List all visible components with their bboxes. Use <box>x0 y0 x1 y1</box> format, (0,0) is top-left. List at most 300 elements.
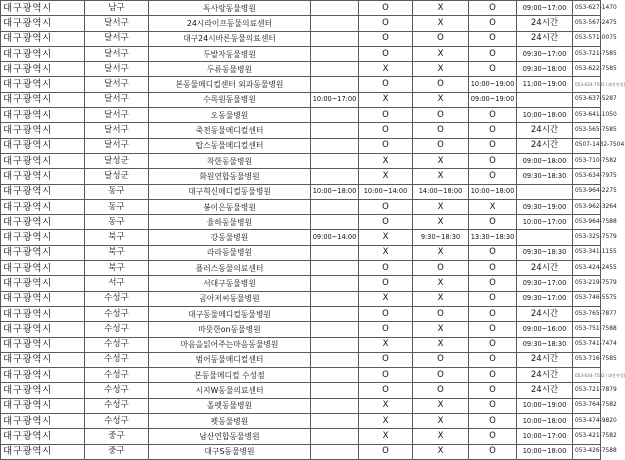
status-cell-3: X <box>413 1 469 16</box>
table-row <box>1 16 601 31</box>
status-cell-2: X <box>359 153 413 168</box>
status-cell-4: O <box>469 62 517 77</box>
status-cell-3: X <box>413 276 469 291</box>
status-cell-2: O <box>359 383 413 398</box>
phone-cell: 053-571-0075 <box>573 31 601 46</box>
hours-cell: 24시간 <box>517 138 573 153</box>
phone-cell: 053-421-7582 <box>573 429 601 444</box>
district-cell: 중구 <box>85 429 149 444</box>
district-cell: 남구 <box>85 1 149 16</box>
status-cell-1: 10:00~18:00 <box>311 184 359 199</box>
city-cell: 대구광역시 <box>1 368 85 383</box>
status-cell-4: O <box>469 108 517 123</box>
status-cell-3: O <box>413 306 469 321</box>
hospital-name-cell: 대구24시바른동물의료센터 <box>149 31 311 46</box>
status-cell-3: X <box>413 414 469 429</box>
hospital-name-cell: 착한동물병원 <box>149 153 311 168</box>
phone-cell: 053-567-2475 <box>573 16 601 31</box>
status-cell-3: O <box>413 108 469 123</box>
district-cell: 달서구 <box>85 108 149 123</box>
district-cell: 북구 <box>85 261 149 276</box>
table-row <box>1 276 601 291</box>
status-cell-2: O <box>359 444 413 459</box>
hours-cell: 09:00~18:00 <box>517 153 573 168</box>
hours-cell: 09:30~18:00 <box>517 62 573 77</box>
hospital-name-cell: 두류동물병원 <box>149 62 311 77</box>
hospital-name-cell: 독사랑동물병원 <box>149 1 311 16</box>
hospital-name-cell: 마음을읽어주는마음동물병원 <box>149 337 311 352</box>
phone-cell: 053-964-2275 <box>573 184 601 199</box>
status-cell-3: X <box>413 322 469 337</box>
district-cell: 북구 <box>85 245 149 260</box>
phone-cell: 053-964-7588 <box>573 215 601 230</box>
hospital-name-cell: 서대구동물병원 <box>149 276 311 291</box>
status-cell-1 <box>311 77 359 92</box>
status-cell-2: O <box>359 352 413 367</box>
phone-cell: 053-627-1470 <box>573 1 601 16</box>
city-cell: 대구광역시 <box>1 16 85 31</box>
phone-cell: 053-751-7588 <box>573 322 601 337</box>
status-cell-4: O <box>469 46 517 61</box>
phone-cell: 053-962-3264 <box>573 199 601 214</box>
hours-cell: 09:30~18:30 <box>517 169 573 184</box>
hours-cell: 10:00~18:00 <box>517 444 573 459</box>
status-cell-1 <box>311 429 359 444</box>
status-cell-2: X <box>359 337 413 352</box>
hours-cell: 09:30~18:30 <box>517 245 573 260</box>
status-cell-1 <box>311 306 359 321</box>
status-cell-3: O <box>413 123 469 138</box>
status-cell-2: X <box>359 398 413 413</box>
hours-cell: 09:30~17:00 <box>517 276 573 291</box>
hours-cell: 10:00~17:00 <box>517 215 573 230</box>
hospital-name-cell: 탑스동물메디컬센터 <box>149 138 311 153</box>
table-row <box>1 108 601 123</box>
table-row <box>1 368 601 383</box>
district-cell: 달서구 <box>85 31 149 46</box>
hospital-name-cell: 범어동물메디컬센터 <box>149 352 311 367</box>
status-cell-2: O <box>359 1 413 16</box>
phone-cell: 053-710-7582 <box>573 153 601 168</box>
status-cell-3: X <box>413 337 469 352</box>
district-cell: 수성구 <box>85 352 149 367</box>
status-cell-4: O <box>469 276 517 291</box>
status-cell-3: X <box>413 92 469 107</box>
table-row <box>1 1 601 16</box>
status-cell-4: 09:00~19:00 <box>469 92 517 107</box>
phone-cell: 053-641-1050 <box>573 108 601 123</box>
hospital-name-cell: 대구혁신메디컬동물병원 <box>149 184 311 199</box>
city-cell: 대구광역시 <box>1 77 85 92</box>
district-cell: 동구 <box>85 215 149 230</box>
status-cell-4: O <box>469 215 517 230</box>
hospital-name-cell: 따뜻한on동물병원 <box>149 322 311 337</box>
status-cell-3: X <box>413 46 469 61</box>
status-cell-1: 10:00~17:00 <box>311 92 359 107</box>
status-cell-2: O <box>359 261 413 276</box>
city-cell: 대구광역시 <box>1 444 85 459</box>
hospital-name-cell: 본동물메디컬 수성점 <box>149 368 311 383</box>
city-cell: 대구광역시 <box>1 184 85 199</box>
phone-cell: 0507-1432-7504 <box>573 138 601 153</box>
status-cell-4: O <box>469 352 517 367</box>
city-cell: 대구광역시 <box>1 230 85 245</box>
hours-cell: 09:30~18:30 <box>517 337 573 352</box>
table-row <box>1 123 601 138</box>
status-cell-3: X <box>413 169 469 184</box>
hours-cell: 11:00~19:00 <box>517 77 573 92</box>
status-cell-2: X <box>359 230 413 245</box>
hospital-name-cell: 죽전동물메디컬센터 <box>149 123 311 138</box>
phone-cell: 053-565-7585 <box>573 123 601 138</box>
status-cell-4: O <box>469 429 517 444</box>
table-row <box>1 383 601 398</box>
table-row <box>1 337 601 352</box>
district-cell: 달서구 <box>85 62 149 77</box>
status-cell-4: O <box>469 337 517 352</box>
status-cell-2: O <box>359 368 413 383</box>
district-cell: 수성구 <box>85 322 149 337</box>
status-cell-1 <box>311 16 359 31</box>
phone-cell: 053-765-7877 <box>573 306 601 321</box>
city-cell: 대구광역시 <box>1 138 85 153</box>
status-cell-1 <box>311 352 359 367</box>
status-cell-1 <box>311 368 359 383</box>
table-row <box>1 291 601 306</box>
district-cell: 달서구 <box>85 123 149 138</box>
hours-cell: 24시간 <box>517 16 573 31</box>
status-cell-4: O <box>469 153 517 168</box>
hours-cell: 09:00~16:00 <box>517 322 573 337</box>
table-row <box>1 398 601 413</box>
status-cell-2: 10:00~14:00 <box>359 184 413 199</box>
status-cell-1 <box>311 169 359 184</box>
status-cell-4: O <box>469 31 517 46</box>
status-cell-1 <box>311 153 359 168</box>
status-cell-1 <box>311 31 359 46</box>
status-cell-2: O <box>359 123 413 138</box>
hospital-name-cell: 24시라이프동물의료센터 <box>149 16 311 31</box>
phone-cell: 053-721-7879 <box>573 383 601 398</box>
phone-cell: 053-746-5575 <box>573 291 601 306</box>
status-cell-1 <box>311 383 359 398</box>
table-row <box>1 31 601 46</box>
phone-cell: 053-219-7579 <box>573 276 601 291</box>
district-cell: 서구 <box>85 276 149 291</box>
hours-cell <box>517 184 573 199</box>
table-row <box>1 414 601 429</box>
status-cell-1 <box>311 276 359 291</box>
city-cell: 대구광역시 <box>1 108 85 123</box>
phone-cell: 053-622-7585 <box>573 62 601 77</box>
hours-cell: 24시간 <box>517 123 573 138</box>
status-cell-3: X <box>413 245 469 260</box>
status-cell-1 <box>311 1 359 16</box>
district-cell: 수성구 <box>85 337 149 352</box>
table-row <box>1 245 601 260</box>
city-cell: 대구광역시 <box>1 429 85 444</box>
status-cell-4: O <box>469 306 517 321</box>
status-cell-1 <box>311 444 359 459</box>
city-cell: 대구광역시 <box>1 1 85 16</box>
status-cell-2: X <box>359 291 413 306</box>
phone-cell: 053-426-7588 <box>573 444 601 459</box>
district-cell: 달성군 <box>85 169 149 184</box>
hours-cell: 10:00~19:00 <box>517 398 573 413</box>
district-cell: 수성구 <box>85 383 149 398</box>
status-cell-2: X <box>359 245 413 260</box>
status-cell-2: O <box>359 322 413 337</box>
status-cell-1 <box>311 62 359 77</box>
phone-cell: 053-325-7579 <box>573 230 601 245</box>
status-cell-2: O <box>359 306 413 321</box>
city-cell: 대구광역시 <box>1 337 85 352</box>
table-row <box>1 92 601 107</box>
status-cell-1 <box>311 261 359 276</box>
hospital-name-cell: 두발자동물병원 <box>149 46 311 61</box>
city-cell: 대구광역시 <box>1 291 85 306</box>
hospital-name-cell: 화원연합동물병원 <box>149 169 311 184</box>
phone-cell: 053-716-7585 <box>573 352 601 367</box>
status-cell-2: O <box>359 31 413 46</box>
hospital-name-cell: 라라동물병원 <box>149 245 311 260</box>
status-cell-3: O <box>413 138 469 153</box>
city-cell: 대구광역시 <box>1 276 85 291</box>
status-cell-2: O <box>359 276 413 291</box>
status-cell-3: O <box>413 77 469 92</box>
city-cell: 대구광역시 <box>1 169 85 184</box>
status-cell-2: O <box>359 16 413 31</box>
status-cell-3: O <box>413 352 469 367</box>
status-cell-2: X <box>359 169 413 184</box>
phone-cell: 053-637-5287 <box>573 92 601 107</box>
status-cell-4: O <box>469 261 517 276</box>
status-cell-3: 14:00~18:00 <box>413 184 469 199</box>
status-cell-4: O <box>469 368 517 383</box>
hours-cell: 24시간 <box>517 368 573 383</box>
district-cell: 동구 <box>85 199 149 214</box>
district-cell: 수성구 <box>85 306 149 321</box>
hospital-name-cell: 곰아저씨동물병원 <box>149 291 311 306</box>
table-row <box>1 46 601 61</box>
phone-cell: 053-341-1155 <box>573 245 601 260</box>
table-row <box>1 215 601 230</box>
status-cell-1 <box>311 414 359 429</box>
city-cell: 대구광역시 <box>1 153 85 168</box>
hospital-name-cell: 오동물병원 <box>149 108 311 123</box>
city-cell: 대구광역시 <box>1 352 85 367</box>
status-cell-3: X <box>413 215 469 230</box>
district-cell: 수성구 <box>85 368 149 383</box>
status-cell-4: O <box>469 138 517 153</box>
status-cell-1 <box>311 199 359 214</box>
hours-cell: 10:00~17:00 <box>517 429 573 444</box>
status-cell-3: X <box>413 62 469 77</box>
status-cell-3: X <box>413 291 469 306</box>
status-cell-1 <box>311 322 359 337</box>
status-cell-1 <box>311 46 359 61</box>
hours-cell: 09:30~19:00 <box>517 199 573 214</box>
district-cell: 달서구 <box>85 77 149 92</box>
city-cell: 대구광역시 <box>1 215 85 230</box>
city-cell: 대구광역시 <box>1 322 85 337</box>
city-cell: 대구광역시 <box>1 31 85 46</box>
status-cell-1 <box>311 245 359 260</box>
hours-cell: 24시간 <box>517 352 573 367</box>
status-cell-4: O <box>469 291 517 306</box>
district-cell: 수성구 <box>85 291 149 306</box>
city-cell: 대구광역시 <box>1 383 85 398</box>
table-row <box>1 306 601 321</box>
hospital-name-cell: 플러스동물의료센터 <box>149 261 311 276</box>
district-cell: 동구 <box>85 184 149 199</box>
district-cell: 달서구 <box>85 92 149 107</box>
phone-cell: 053-721-7585 <box>573 46 601 61</box>
status-cell-4: O <box>469 245 517 260</box>
phone-cell: 053-474-9820 <box>573 414 601 429</box>
district-cell: 달서구 <box>85 46 149 61</box>
status-cell-3: X <box>413 429 469 444</box>
hours-cell: 10:00~18:00 <box>517 108 573 123</box>
status-cell-4: X <box>469 199 517 214</box>
status-cell-4: O <box>469 169 517 184</box>
city-cell: 대구광역시 <box>1 245 85 260</box>
hospital-name-cell: 본동물메디컬센터 외과동물병원 <box>149 77 311 92</box>
table-row <box>1 352 601 367</box>
status-cell-1 <box>311 398 359 413</box>
status-cell-2: O <box>359 215 413 230</box>
status-cell-4: 10:00~19:00 <box>469 77 517 92</box>
status-cell-2: O <box>359 77 413 92</box>
district-cell: 중구 <box>85 444 149 459</box>
table-row <box>1 62 601 77</box>
table-row <box>1 444 601 459</box>
hours-cell: 09:00~17:00 <box>517 1 573 16</box>
district-cell: 북구 <box>85 230 149 245</box>
phone-cell: 053-741-7474 <box>573 337 601 352</box>
table-row <box>1 199 601 214</box>
status-cell-3: X <box>413 398 469 413</box>
hospital-name-cell: 대구S동물병원 <box>149 444 311 459</box>
city-cell: 대구광역시 <box>1 398 85 413</box>
table-row <box>1 169 601 184</box>
status-cell-4: O <box>469 444 517 459</box>
status-cell-2: X <box>359 62 413 77</box>
status-cell-1: 09:00~14:00 <box>311 230 359 245</box>
hours-cell: 24시간 <box>517 261 573 276</box>
table-row <box>1 261 601 276</box>
table-row <box>1 322 601 337</box>
status-cell-3: O <box>413 368 469 383</box>
table-row <box>1 153 601 168</box>
city-cell: 대구광역시 <box>1 199 85 214</box>
status-cell-4: O <box>469 322 517 337</box>
status-cell-3: O <box>413 31 469 46</box>
hours-cell: 24시간 <box>517 306 573 321</box>
status-cell-2: O <box>359 108 413 123</box>
status-cell-1 <box>311 123 359 138</box>
district-cell: 달성군 <box>85 153 149 168</box>
status-cell-2: X <box>359 92 413 107</box>
status-cell-2: O <box>359 199 413 214</box>
status-cell-1 <box>311 291 359 306</box>
hospital-name-cell: 율하동물병원 <box>149 215 311 230</box>
status-cell-3: X <box>413 16 469 31</box>
status-cell-3: X <box>413 153 469 168</box>
status-cell-3: X <box>413 199 469 214</box>
status-cell-2: O <box>359 138 413 153</box>
district-cell: 수성구 <box>85 414 149 429</box>
hospital-name-cell: 펫동물병원 <box>149 414 311 429</box>
hours-cell: 09:30~17:00 <box>517 46 573 61</box>
city-cell: 대구광역시 <box>1 414 85 429</box>
status-cell-2: X <box>359 414 413 429</box>
status-cell-3: X <box>413 444 469 459</box>
status-cell-4: O <box>469 414 517 429</box>
hours-cell: 09:30~17:00 <box>517 291 573 306</box>
table-body <box>1 1 625 460</box>
hospital-name-cell: 대구동물메디컬동물병원 <box>149 306 311 321</box>
city-cell: 대구광역시 <box>1 62 85 77</box>
status-cell-1 <box>311 337 359 352</box>
status-cell-2: O <box>359 46 413 61</box>
hospital-name-cell: 올펫동물병원 <box>149 398 311 413</box>
district-cell: 달서구 <box>85 16 149 31</box>
district-cell: 달서구 <box>85 138 149 153</box>
table-row <box>1 184 601 199</box>
hospital-name-cell: 봉이은동물병원 <box>149 199 311 214</box>
city-cell: 대구광역시 <box>1 261 85 276</box>
phone-cell: 053-424-2455 <box>573 261 601 276</box>
status-cell-4: O <box>469 383 517 398</box>
status-cell-3: O <box>413 383 469 398</box>
status-cell-4: 13:30~18:30 <box>469 230 517 245</box>
hospital-name-cell: 수목원동물병원 <box>149 92 311 107</box>
status-cell-4: O <box>469 1 517 16</box>
hours-cell: 10:00~18:00 <box>517 414 573 429</box>
hospital-name-cell: 시지W동물의료센터 <box>149 383 311 398</box>
status-cell-3: O <box>413 261 469 276</box>
hours-cell: 24시간 <box>517 383 573 398</box>
hours-cell <box>517 92 573 107</box>
status-cell-2: X <box>359 429 413 444</box>
hospital-name-cell: 강동물병원 <box>149 230 311 245</box>
table-row <box>1 77 601 92</box>
status-cell-1 <box>311 108 359 123</box>
district-cell: 수성구 <box>85 398 149 413</box>
table-row <box>1 429 601 444</box>
status-cell-4: O <box>469 123 517 138</box>
phone-cell: 053-634-7582 (대전연결) <box>573 368 601 383</box>
phone-cell: 053-634-7975 <box>573 169 601 184</box>
city-cell: 대구광역시 <box>1 123 85 138</box>
phone-cell: 053-634-7582 (대전연결) <box>573 77 601 92</box>
city-cell: 대구광역시 <box>1 92 85 107</box>
status-cell-4: O <box>469 398 517 413</box>
status-cell-4: O <box>469 16 517 31</box>
status-cell-4: 10:00~18:00 <box>469 184 517 199</box>
phone-cell: 053-764-7582 <box>573 398 601 413</box>
hours-cell <box>517 230 573 245</box>
status-cell-1 <box>311 215 359 230</box>
hours-cell: 24시간 <box>517 31 573 46</box>
table-row <box>1 138 601 153</box>
status-cell-3: 9:30~18:30 <box>413 230 469 245</box>
hospital-name-cell: 남산연합동물병원 <box>149 429 311 444</box>
city-cell: 대구광역시 <box>1 306 85 321</box>
status-cell-1 <box>311 138 359 153</box>
city-cell: 대구광역시 <box>1 46 85 61</box>
